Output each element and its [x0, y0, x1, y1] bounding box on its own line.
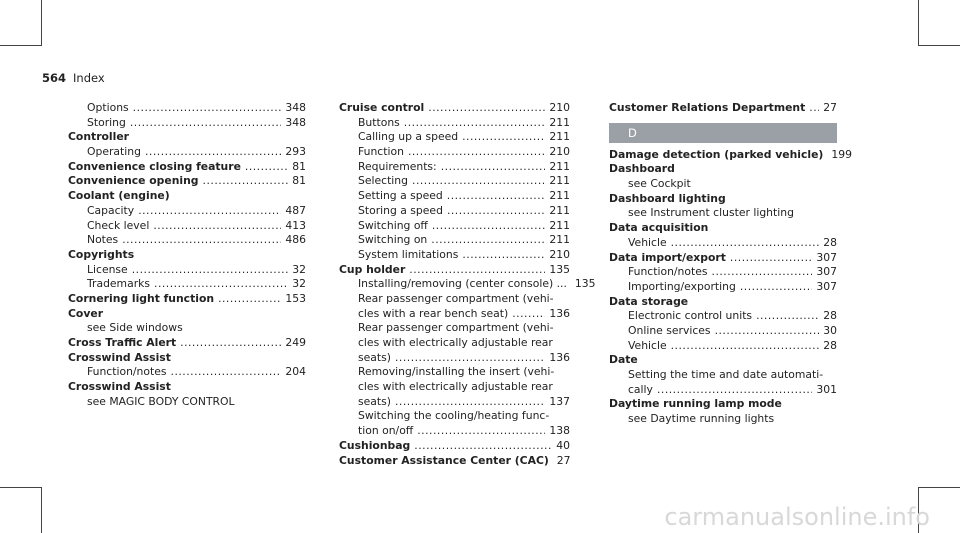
entry-text: Function/notes — [87, 365, 167, 379]
index-subentry: Removing/installing the insert (vehi- — [358, 365, 555, 379]
index-entry: Cover — [68, 306, 104, 320]
index-column-3 — [609, 101, 852, 427]
entry-text: Capacity — [87, 203, 135, 217]
entry-text: Customer Relations Department — [609, 101, 806, 114]
dot-leader — [122, 233, 281, 248]
index-entry — [609, 101, 837, 116]
entry-text: seats) — [358, 394, 391, 408]
entry-text: cally — [628, 382, 653, 396]
dot-leader — [712, 265, 813, 280]
index-subentry: see MAGIC BODY CONTROL — [87, 394, 235, 408]
index-subentry: Switching the cooling/heating func- — [358, 409, 550, 423]
watermark: carmanualsonline.info — [664, 503, 930, 531]
index-subentry — [339, 145, 570, 160]
entry-text: Data import/export — [609, 250, 726, 264]
entry-text: tion on/off — [358, 424, 414, 438]
index-subentry — [68, 145, 306, 160]
dot-leader — [447, 189, 546, 204]
entry-text: Function — [358, 145, 404, 159]
index-subentry — [68, 277, 306, 292]
index-entry — [68, 292, 306, 307]
letter-heading: D — [609, 123, 837, 143]
index-entry — [609, 251, 837, 266]
dot-leader — [145, 145, 281, 160]
page-reference[interactable]: 40 — [556, 438, 570, 452]
index-subentry — [68, 204, 306, 219]
entry-text: Storing — [87, 115, 126, 129]
index-entry: Controller — [68, 130, 129, 144]
index-entry: Data acquisition — [609, 221, 709, 235]
index-subentry: see Daytime running lights — [628, 412, 775, 426]
index-subentry: see Side windows — [87, 321, 183, 335]
index-subentry — [339, 130, 570, 145]
index-subentry — [339, 174, 570, 189]
dot-leader — [756, 309, 819, 324]
index-subentry — [339, 277, 596, 292]
entry-text: Cup holder — [339, 262, 406, 276]
page-reference[interactable]: 28 — [823, 235, 837, 249]
crop-mark — [918, 0, 919, 46]
index-column-1 — [68, 101, 306, 409]
index-entry: Date — [609, 353, 638, 367]
index-entry — [339, 454, 570, 469]
index-subentry — [68, 263, 306, 278]
entry-text: Requirements: — [358, 159, 437, 173]
dot-leader — [154, 277, 288, 292]
dot-leader — [730, 251, 812, 266]
page-reference[interactable]: 293 — [285, 145, 306, 159]
index-entry: Dashboard lighting — [609, 191, 726, 205]
crop-mark — [41, 487, 42, 533]
page-reference[interactable]: 301 — [816, 382, 837, 396]
index-subentry — [339, 307, 570, 322]
page-reference[interactable]: 487 — [285, 203, 306, 217]
index-column-2 — [339, 101, 596, 468]
dot-leader — [431, 233, 545, 248]
index-subentry — [339, 351, 570, 366]
page-reference[interactable]: 28 — [823, 338, 837, 352]
index-entry: Data storage — [609, 294, 689, 308]
page-reference[interactable]: 210 — [549, 145, 570, 159]
entry-text: cles with a rear bench seat) — [358, 306, 509, 320]
dot-leader — [153, 219, 281, 234]
dot-leader — [432, 219, 546, 234]
entry-text: Importing/exporting — [628, 279, 736, 293]
index-entry: Copyrights — [68, 247, 135, 261]
page-reference[interactable]: 135 — [549, 262, 570, 276]
page-reference[interactable]: 211 — [549, 203, 570, 217]
entry-text: Trademarks — [87, 277, 151, 291]
index-entry — [339, 263, 570, 278]
page-reference[interactable]: 210 — [549, 101, 570, 114]
index-entry: Daytime running lamp mode — [609, 397, 782, 411]
index-entry: Crosswind Assist — [68, 380, 171, 394]
dot-leader — [203, 174, 289, 189]
index-subentry: Setting the time and date automati- — [628, 368, 824, 381]
crop-mark — [0, 45, 42, 46]
page-reference[interactable]: 136 — [549, 350, 570, 364]
entry-text: Selecting — [358, 174, 409, 188]
page-reference[interactable]: 27 — [823, 101, 837, 114]
dot-leader — [671, 339, 820, 354]
entry-text: Damage detection (parked vehicle) — [609, 147, 824, 161]
entry-text: Calling up a speed — [358, 130, 459, 144]
page-reference[interactable]: 135 — [574, 277, 596, 291]
dot-leader — [404, 116, 546, 131]
page-header — [42, 71, 105, 85]
dot-leader — [447, 204, 545, 219]
entry-text: Cruise control — [339, 101, 425, 114]
page-reference[interactable]: 204 — [285, 365, 306, 379]
index-subentry: cles with electrically adjustable rear — [358, 380, 553, 394]
page-reference[interactable]: 211 — [549, 159, 570, 173]
page-reference[interactable]: 138 — [549, 424, 570, 438]
page-reference[interactable]: 348 — [285, 101, 306, 114]
dot-leader — [512, 307, 545, 322]
index-subentry: see Instrument cluster lighting — [628, 206, 794, 220]
page-reference[interactable]: 211 — [549, 174, 570, 188]
index-subentry: Rear passenger compartment (vehi- — [358, 321, 554, 335]
crop-mark — [0, 487, 42, 488]
entry-text: Customer Assistance Center (CAC) — [339, 453, 549, 467]
entry-text: Convenience closing feature — [68, 159, 241, 173]
entry-text: Function/notes — [628, 265, 708, 279]
page-reference[interactable]: 81 — [292, 159, 306, 173]
entry-text: Notes — [87, 233, 119, 247]
index-subentry — [68, 233, 306, 248]
entry-text: Installing/removing (center console) ... — [358, 277, 567, 291]
index-subentry: see Cockpit — [628, 177, 691, 191]
index-subentry — [339, 189, 570, 204]
entry-text: Switching off — [358, 218, 428, 232]
entry-text: Vehicle — [628, 235, 667, 249]
page-title: Index — [73, 71, 105, 85]
page-reference[interactable]: 348 — [285, 115, 306, 129]
dot-leader — [441, 160, 546, 175]
dot-leader — [130, 116, 282, 131]
dot-leader — [657, 383, 812, 398]
dot-leader — [715, 324, 820, 339]
index-subentry — [609, 309, 837, 324]
page-reference[interactable]: 199 — [831, 147, 852, 161]
index-entry — [609, 147, 852, 163]
entry-text: Electronic control units — [628, 309, 753, 323]
dot-leader — [180, 336, 281, 351]
page-reference[interactable]: 32 — [292, 262, 306, 276]
crop-mark — [918, 487, 960, 488]
index-entry — [68, 174, 306, 189]
page-reference[interactable]: 211 — [549, 115, 570, 129]
dot-leader — [408, 145, 545, 160]
index-subentry — [68, 116, 306, 131]
index-subentry — [339, 116, 570, 131]
dot-leader — [132, 263, 289, 278]
dot-leader — [809, 101, 819, 116]
page-reference[interactable]: 153 — [285, 291, 306, 305]
dot-leader — [462, 248, 545, 263]
page-reference[interactable]: 249 — [285, 336, 306, 349]
index-entry: Coolant (engine) — [68, 189, 170, 203]
dot-leader — [417, 424, 545, 439]
dot-leader — [462, 130, 545, 145]
index-subentry — [68, 365, 306, 380]
dot-leader — [395, 395, 545, 410]
entry-text: Cushionbag — [339, 438, 411, 452]
entry-text: Cross Traffic Alert — [68, 336, 177, 349]
index-entry — [339, 101, 570, 116]
dot-leader — [395, 351, 545, 366]
dot-leader — [740, 280, 813, 295]
dot-leader — [414, 439, 552, 454]
page-reference[interactable]: 27 — [556, 453, 571, 467]
dot-leader — [409, 263, 545, 278]
index-subentry — [68, 101, 306, 116]
dot-leader — [171, 365, 282, 380]
index-subentry — [609, 324, 837, 339]
entry-text: Convenience opening — [68, 174, 199, 188]
entry-text: Online services — [628, 323, 711, 337]
index-subentry — [339, 219, 570, 234]
page-reference[interactable]: 32 — [292, 277, 306, 291]
page-reference[interactable]: 81 — [292, 174, 306, 188]
index-subentry — [339, 395, 570, 410]
page-reference[interactable]: 211 — [549, 218, 570, 232]
entry-text: Check level — [87, 218, 150, 232]
page-reference[interactable]: 30 — [823, 323, 837, 337]
index-subentry — [339, 204, 570, 219]
page-reference[interactable]: 211 — [549, 189, 570, 203]
crop-mark — [41, 0, 42, 46]
dot-leader — [412, 174, 545, 189]
page-reference[interactable]: 136 — [549, 306, 570, 320]
index-entry — [68, 160, 306, 175]
entry-text: Vehicle — [628, 338, 667, 352]
page-reference[interactable]: 307 — [816, 265, 837, 279]
index-subentry — [609, 265, 837, 280]
dot-leader — [138, 204, 281, 219]
index-subentry — [339, 424, 570, 439]
entry-text: seats) — [358, 350, 391, 364]
index-subentry — [609, 280, 837, 295]
entry-text: Options — [87, 101, 129, 114]
page-reference[interactable]: 486 — [285, 233, 306, 247]
entry-text: Cornering light function — [68, 291, 215, 305]
index-subentry — [609, 339, 837, 354]
page-reference[interactable]: 210 — [549, 247, 570, 261]
index-subentry — [339, 233, 570, 248]
page-reference[interactable]: 211 — [549, 130, 570, 144]
page-number: 564 — [42, 71, 67, 85]
page-reference[interactable]: 307 — [816, 279, 837, 293]
crop-mark — [918, 45, 960, 46]
entry-text: Setting a speed — [358, 189, 443, 203]
index-subentry — [609, 236, 837, 251]
page-reference[interactable]: 307 — [816, 250, 837, 264]
index-subentry: Rear passenger compartment (vehi- — [358, 291, 554, 305]
index-subentry — [68, 219, 306, 234]
index-entry — [339, 439, 570, 454]
entry-text: Switching on — [358, 233, 428, 247]
index-subentry — [339, 248, 570, 263]
index-subentry — [339, 160, 570, 175]
dot-leader — [133, 101, 282, 116]
entry-text: License — [87, 262, 128, 276]
page-reference[interactable]: 137 — [549, 394, 570, 408]
index-entry: Dashboard — [609, 162, 675, 176]
index-subentry — [609, 383, 837, 398]
page-reference[interactable]: 413 — [285, 218, 306, 232]
entry-text: System limitations — [358, 247, 459, 261]
index-entry: Crosswind Assist — [68, 350, 171, 364]
dot-leader — [245, 160, 288, 175]
entry-text: Storing a speed — [358, 203, 443, 217]
dot-leader — [218, 292, 281, 307]
page-reference[interactable]: 28 — [823, 309, 837, 323]
index-subentry: cles with electrically adjustable rear — [358, 336, 553, 349]
entry-text: Operating — [87, 145, 141, 159]
index-entry — [68, 336, 306, 351]
dot-leader — [671, 236, 820, 251]
entry-text: Buttons — [358, 115, 400, 129]
page-reference[interactable]: 211 — [549, 233, 570, 247]
dot-leader — [428, 101, 545, 116]
